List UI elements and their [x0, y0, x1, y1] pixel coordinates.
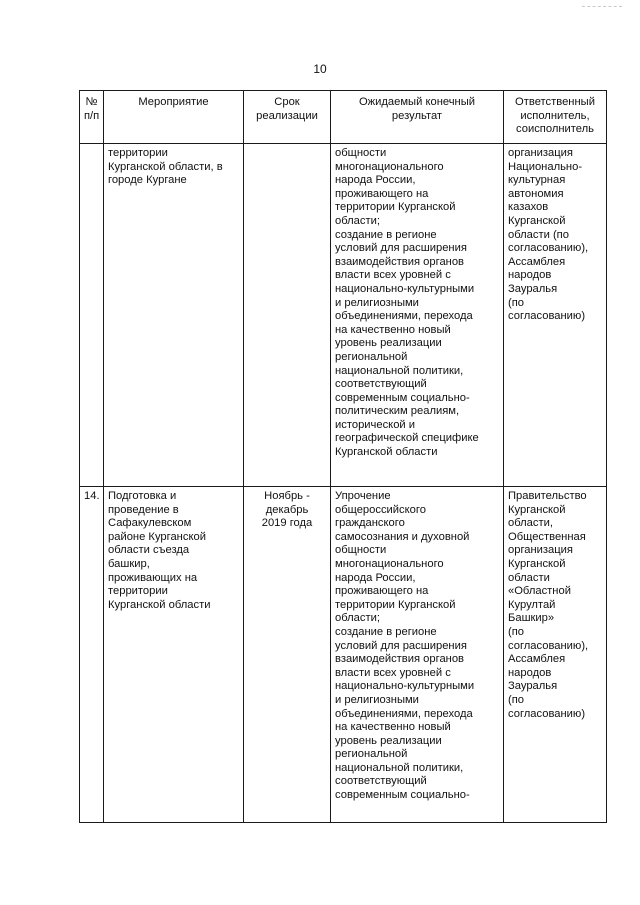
cell-text-line: области съезда: [108, 544, 190, 557]
cell-text-line: организация: [508, 147, 573, 159]
cell-text-line: Курганской: [508, 557, 566, 570]
cell-text-line: власти всех уровней с: [335, 269, 451, 282]
cell-text-line: (по: [508, 625, 525, 638]
cell-text-line: исторической и: [335, 418, 416, 431]
cell-text-line: Зауралья: [508, 282, 558, 295]
cell-text-line: (по: [508, 693, 525, 706]
cell-text-line: взаимодействия органов: [335, 653, 465, 666]
cell-text-line: многонационального: [335, 160, 444, 173]
cell-text-line: и религиозными: [335, 693, 419, 706]
cell-text-line: автономия: [508, 187, 564, 200]
cell-text-line: создание в регионе: [335, 228, 437, 241]
cell-text-line: согласованию),: [508, 639, 589, 652]
cell-text-line: (по: [508, 296, 525, 309]
cell-text-line: Национально-: [508, 160, 583, 173]
cell-text-line: уровень реализации: [335, 337, 442, 350]
table-header-row: [80, 91, 607, 144]
cell-text-line: объединениями, перехода: [335, 310, 473, 323]
cell-text-line: условий для расширения: [335, 242, 467, 255]
cell-text-line: территории: [108, 585, 168, 598]
cell-text-line: области,: [508, 517, 553, 530]
cell-text-line: национально-культурными: [335, 282, 475, 295]
cell-text-line: Башкир»: [508, 612, 555, 625]
cell-text-line: общности: [335, 147, 387, 159]
cell-text-line: Курганской: [508, 503, 566, 516]
cell-text-line: общероссийского: [335, 503, 426, 516]
cell-text-line: области: [508, 571, 550, 584]
cell-text-line: согласованию): [508, 707, 586, 720]
cell-text-line: согласованию): [508, 310, 586, 323]
header-num: [80, 91, 104, 144]
cell-text-line: уровень реализации: [335, 734, 442, 747]
cell-text-line: самосознания и духовной: [335, 530, 470, 543]
cell-text-line: башкир,: [108, 557, 150, 570]
cell-text-line: народа России,: [335, 571, 416, 584]
cell-text-line: Ожидаемый конечный: [358, 96, 476, 108]
header-event: [104, 91, 244, 144]
cell-text-line: результат: [391, 109, 443, 122]
cell-text-line: культурная: [508, 174, 566, 187]
cell-event: [104, 144, 244, 487]
cell-text-line: национальной политики,: [335, 364, 464, 377]
cell-text-line: политическим реалиям,: [335, 405, 460, 418]
cell-num: 14.: [80, 487, 104, 823]
header-executor: [504, 91, 607, 144]
cell-text-line: районе Курганской: [108, 530, 206, 543]
cell-text-line: территории Курганской: [335, 598, 456, 611]
cell-text-line: взаимодействия органов: [335, 255, 465, 268]
cell-text-line: казахов: [508, 201, 549, 214]
cell-event: [104, 487, 244, 823]
cell-text-line: Ассамблея: [508, 255, 566, 268]
cell-text-line: современным социально-: [335, 391, 470, 404]
cell-text-line: Сафакулевском: [108, 517, 192, 530]
cell-text-line: декабрь: [265, 503, 309, 516]
cell-text-line: согласованию),: [508, 242, 589, 255]
cell-executor: [504, 487, 607, 823]
cell-text-line: народа России,: [335, 174, 416, 187]
cell-text-line: Зауралья: [508, 680, 558, 693]
cell-text-line: многонационального: [335, 557, 444, 570]
cell-text-line: власти всех уровней с: [335, 666, 451, 679]
cell-text-line: проведение в: [108, 503, 179, 516]
cell-text-line: проживающего на: [335, 187, 429, 200]
cell-text-line: на качественно новый: [335, 721, 451, 734]
cell-text-line: Ассамблея: [508, 653, 566, 666]
cell-text-line: национально-культурными: [335, 680, 475, 693]
events-table: [79, 90, 607, 823]
cell-text-line: Срок: [274, 96, 300, 108]
cell-result: [331, 144, 504, 487]
cell-text-line: соответствующий: [335, 378, 427, 391]
page-number: 10: [313, 62, 327, 76]
cell-executor: [504, 144, 607, 487]
table-row-14: [80, 487, 607, 823]
cell-text-line: территории: [108, 147, 168, 159]
cell-text-line: Курганской области: [108, 598, 211, 611]
cell-text-line: региональной: [335, 748, 408, 761]
cell-text-line: Курганской области: [335, 446, 438, 459]
cell-text-line: общности: [335, 544, 387, 557]
cell-text-line: национальной политики,: [335, 761, 464, 774]
cell-text-line: создание в регионе: [335, 625, 437, 638]
cell-text-line: п/п: [84, 109, 100, 122]
cell-text-line: Подготовка и: [108, 490, 177, 502]
cell-text-line: и религиозными: [335, 296, 419, 309]
cell-num: [80, 144, 104, 487]
table-row-continuation: [80, 144, 607, 487]
header-result: [331, 91, 504, 144]
cell-text-line: соответствующий: [335, 775, 427, 788]
cell-text-line: народов: [508, 666, 552, 679]
cell-text-line: Мероприятие: [138, 96, 209, 108]
cell-text-line: 2019 года: [261, 517, 313, 530]
cell-text-line: организация: [508, 544, 573, 557]
cell-text-line: Ноябрь -: [264, 490, 310, 502]
cell-text-line: проживающих на: [108, 571, 198, 584]
cell-text-line: современным социально-: [335, 789, 470, 802]
cell-text-line: региональной: [335, 350, 408, 363]
cell-text-line: территории Курганской: [335, 201, 456, 214]
cell-text-line: Общественная: [508, 530, 586, 543]
cell-text-line: условий для расширения: [335, 639, 467, 652]
cell-period: [244, 487, 331, 823]
cell-text-line: исполнитель,: [520, 109, 590, 122]
cell-text-line: гражданского: [335, 517, 405, 530]
cell-text-line: Упрочение: [335, 490, 391, 502]
cell-text-line: проживающего на: [335, 585, 429, 598]
cell-text-line: области;: [335, 214, 380, 227]
scan-mark: [582, 6, 622, 9]
cell-text-line: народов: [508, 269, 552, 282]
cell-text-line: на качественно новый: [335, 323, 451, 336]
cell-text-line: «Областной: [508, 585, 571, 598]
cell-text-line: объединениями, перехода: [335, 707, 473, 720]
cell-text-line: Ответственный: [515, 96, 595, 108]
cell-result: [331, 487, 504, 823]
cell-text-line: Правительство: [508, 490, 587, 502]
cell-text-line: Курганской: [508, 214, 566, 227]
cell-text-line: географической специфике: [335, 432, 479, 445]
cell-text-line: области;: [335, 612, 380, 625]
header-period: [244, 91, 331, 144]
cell-text-line: городе Кургане: [108, 174, 187, 187]
cell-text-line: соисполнитель: [516, 123, 594, 136]
cell-text-line: №: [85, 96, 98, 108]
cell-text-line: области (по: [508, 228, 569, 241]
cell-text-line: Курганской области, в: [108, 160, 223, 173]
cell-text-line: реализации: [256, 109, 318, 122]
cell-period: [244, 144, 331, 487]
cell-text-line: Курултай: [508, 598, 556, 611]
